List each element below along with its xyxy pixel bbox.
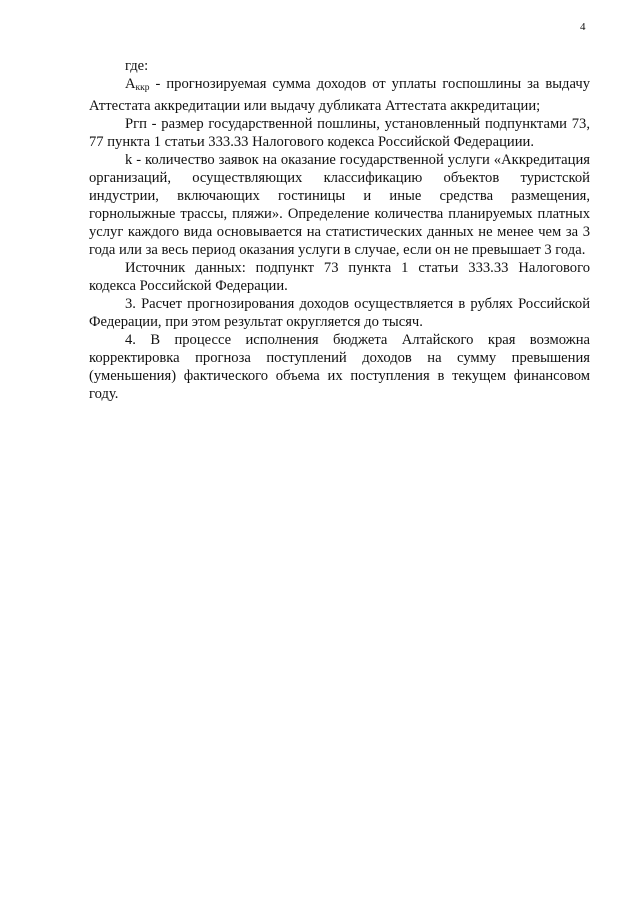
paragraph-k-definition: k - количество заявок на оказание государственной услуги «Аккредитация организаций, осуществляющих классификацию объектов туристской индустрии, включающих гостиницы и иные средства размещения, горнолыжные трассы, пляжи». Определение количества планируемых платных услуг каждого вида основывается на статистических данных не менее чем за 3 года или за весь период оказания услуги в случае, если он не превышает 3 года. xyxy=(89,152,590,258)
a-subscript: ккр xyxy=(135,83,150,93)
a-symbol: А xyxy=(125,76,136,92)
paragraph-rgp-definition: Ргп - размер государственной пошлины, установленный подпунктами 73, 77 пункта 1 статьи 333.33 Налогового кодекса Российской Федерациии. xyxy=(89,116,590,150)
page-number: 4 xyxy=(580,21,586,33)
paragraph-where: где: xyxy=(125,58,149,74)
paragraph-data-source: Источник данных: подпункт 73 пункта 1 статьи 333.33 Налогового кодекса Российской Федерации. xyxy=(89,260,590,294)
paragraph-a-definition xyxy=(89,75,590,115)
paragraph-item-4: 4. В процессе исполнения бюджета Алтайского края возможна корректировка прогноза поступлений доходов на сумму превышения (уменьшения) фактического объема их поступления в текущем финансовом году. xyxy=(89,332,590,402)
a-definition-text: - прогнозируемая сумма доходов от уплаты госпошлины за выдачу Аттестата аккредитации или выдачу дубликата Аттестата аккредитации; xyxy=(89,76,590,114)
document-body xyxy=(89,57,590,403)
paragraph-item-3: 3. Расчет прогнозирования доходов осуществляется в рублях Российской Федерации, при этом результат округляется до тысяч. xyxy=(89,296,590,330)
